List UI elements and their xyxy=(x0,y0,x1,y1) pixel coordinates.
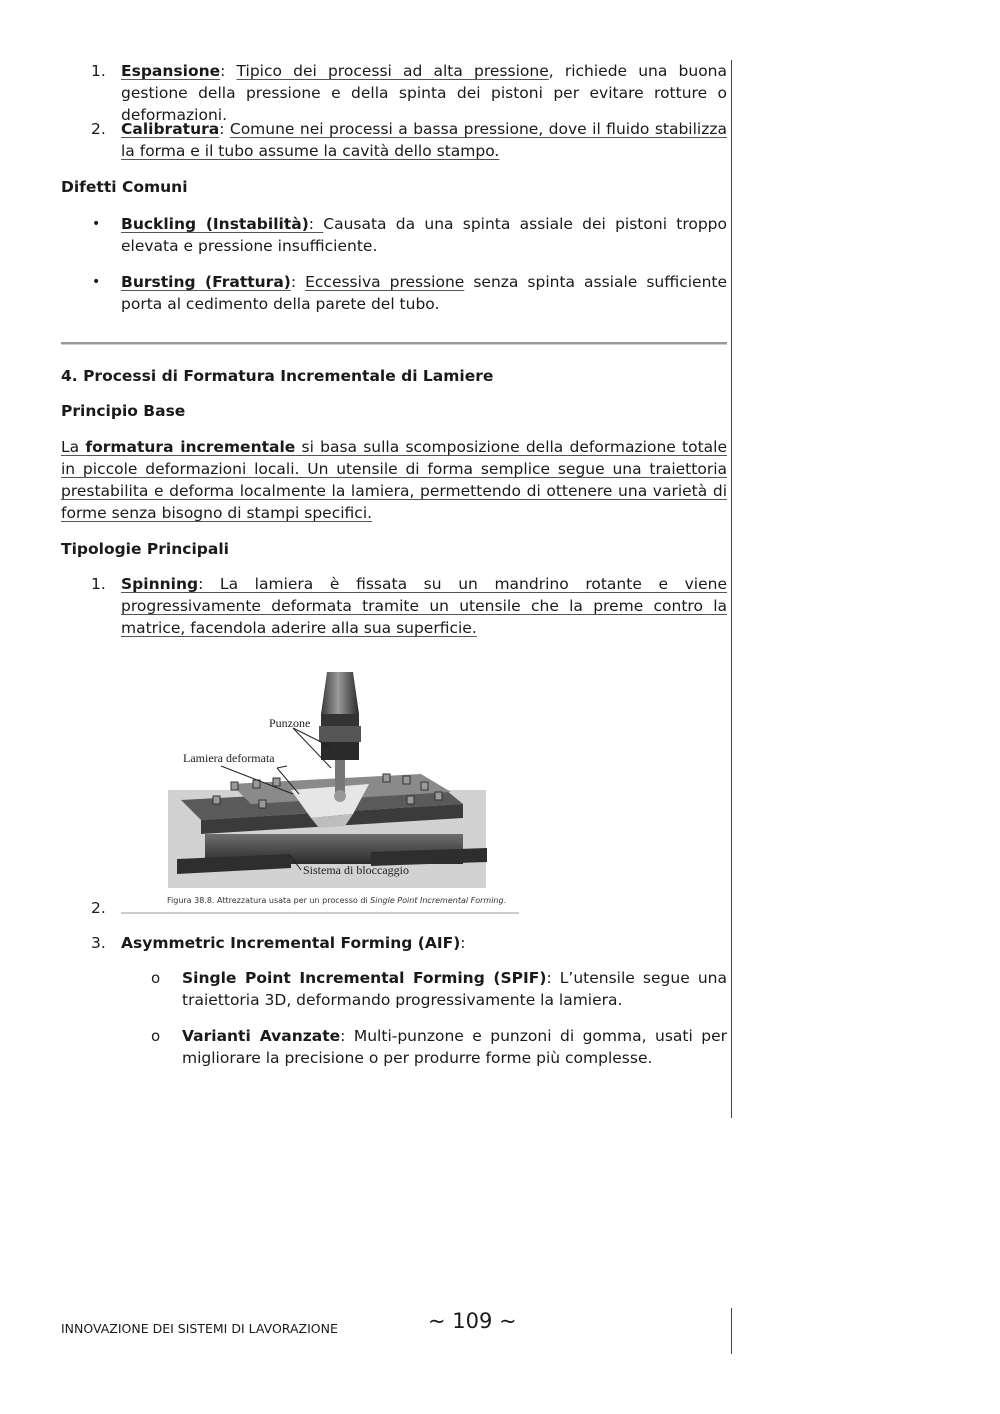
types-heading: Tipologie Principali xyxy=(61,540,229,558)
label-punch: Punzone xyxy=(269,716,311,730)
spif-illustration xyxy=(121,664,519,914)
defect-buckling: Buckling (Instabilità): Causata da una spinta assiale dei pistoni troppo elevata e pressione insufficiente. xyxy=(121,215,727,255)
principle-paragraph: La formatura incrementale si basa sulla scomposizione della deformazione totale in piccole deformazioni locali. Un utensile di forma semplice segue una traiettoria prestabilita e deforma localmente la lamiera, permettendo di ottenere una varietà di forme senza bisogno di stampi specifici. xyxy=(61,438,727,522)
sub-item-variants: Varianti Avanzate: Multi-punzone e punzoni di gomma, usati per migliorare la precisione o per produrre forme più complesse. xyxy=(182,1027,727,1067)
list-number: 1. xyxy=(91,575,106,593)
sub-marker: o xyxy=(151,1027,161,1045)
section-title: 4. Processi di Formatura Incrementale di Lamiere xyxy=(61,367,494,385)
margin-rule-top xyxy=(731,60,732,1118)
figure-spif-equipment xyxy=(121,664,519,914)
section-divider xyxy=(61,342,727,345)
sub-marker: o xyxy=(151,969,161,987)
footer-title: INNOVAZIONE DEI SISTEMI DI LAVORAZIONE xyxy=(61,1321,338,1336)
defects-heading: Difetti Comuni xyxy=(61,178,188,196)
list-number: 2. xyxy=(91,899,106,917)
term: Calibratura xyxy=(121,120,220,138)
list-number: 1. xyxy=(91,62,106,80)
label-sheet: Lamiera deformata xyxy=(183,751,275,765)
sub-item-spif: Single Point Incremental Forming (SPIF): L’utensile segue una traiettoria 3D, deformando progressivamente la lamiera. xyxy=(182,969,727,1009)
type-spinning: Spinning: La lamiera è fissata su un mandrino rotante e viene progressivamente deformata tramite un utensile che la preme contro la matrice, facendola aderire alla sua superficie. xyxy=(121,575,727,637)
bullet: • xyxy=(92,216,101,232)
defect-bursting: Bursting (Frattura): Eccessiva pressione senza spinta assiale sufficiente porta al cedimento della parete del tubo. xyxy=(121,273,728,313)
margin-rule-footer xyxy=(731,1308,732,1354)
list-item-calibratura: Calibratura: Comune nei processi a bassa pressione, dove il fluido stabilizza la forma e il tubo assume la cavità dello stampo. xyxy=(121,120,727,160)
principle-heading: Principio Base xyxy=(61,402,186,420)
list-number: 3. xyxy=(91,934,106,952)
label-clamp: Sistema di bloccaggio xyxy=(303,863,409,877)
list-number: 2. xyxy=(91,120,106,138)
term: Espansione xyxy=(121,62,221,80)
page-number: ~ 109 ~ xyxy=(428,1309,517,1333)
list-item-espansione: Espansione: Tipico dei processi ad alta pressione, richiede una buona gestione della pressione e della spinta dei pistoni per evitare rotture o deformazioni. xyxy=(121,62,728,124)
type-aif: Asymmetric Incremental Forming (AIF): xyxy=(121,934,466,952)
figure-caption: Figura 38.8. Attrezzatura usata per un processo di Single Point Incremental Forming. xyxy=(167,896,507,905)
bullet: • xyxy=(92,274,101,290)
